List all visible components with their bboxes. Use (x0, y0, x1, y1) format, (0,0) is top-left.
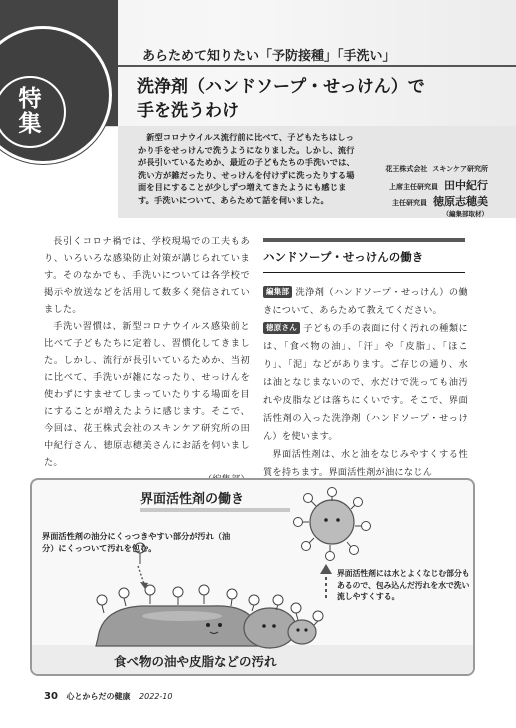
label-pointer-left (138, 566, 144, 584)
feature-label (0, 76, 66, 148)
article-title (137, 75, 507, 123)
dirt-ball (310, 500, 354, 544)
credit-person2 (392, 193, 488, 209)
answer-text: 子どもの手の表面に付く汚れの種類には、「食べ物の油」、「汗」や「皮脂」、「ほこり」、「泥」などがあります。ご存じの通り、水は油となじまないので、水だけで洗っても油汚れや皮脂などは落ちにくいです。そこで、界面活性剤の入った洗浄剤（ハンドソープ・せっけん）を使います。 (263, 323, 468, 442)
blob-eye (304, 628, 307, 631)
body-paragraph-3: 界面活性剤は、水と油をなじみやすくする性質を持ちます。界面活性剤が油になじん (263, 449, 468, 478)
credit-person1 (389, 177, 488, 193)
grease-blob-small (288, 620, 316, 644)
article-kicker: あらためて知りたい「予防接種」「手洗い」 (142, 49, 396, 64)
illustration-caption: 食べ物の油や皮脂などの汚れ (114, 654, 277, 669)
body-right-column (263, 284, 468, 482)
section-heading-bar (263, 238, 465, 242)
illustration-title-underline (140, 508, 290, 512)
blob-eye (296, 628, 299, 631)
interview-answer (263, 320, 468, 446)
credit-person1-name: 田中紀行 (444, 179, 488, 192)
credit-person2-title: 主任研究員 (392, 199, 427, 207)
body-left-column (44, 233, 250, 488)
lift-arrow-head (320, 564, 332, 574)
speaker-badge-editor: 編集部 (263, 286, 292, 298)
illustration-title: 界面活性剤の働き (140, 492, 245, 507)
credit-note: （編集部取材） (442, 210, 488, 218)
credit-lab: スキンケア研究所 (432, 165, 488, 173)
illustration-note-right: 界面活性剤には水とよくなじむ部分もあるので、包み込んだ汚れを水で洗い流しやすくする。 (337, 569, 470, 601)
speaker-badge-tokuhara: 徳原さん (263, 322, 300, 334)
blob-eye (272, 624, 276, 628)
blob-eye (218, 623, 222, 627)
credit-person2-name: 徳原志穂美 (433, 195, 488, 208)
magazine-name: 心とからだの健康 (66, 692, 131, 701)
section-heading: ハンドソープ・せっけんの働き (263, 249, 465, 273)
lead-text: 新型コロナウイルス流行前に比べて、子どもたちはしっかり手をせっけんで洗うようになりました。しかし、流行が長引いているためか、最近の子どもたちの手洗いでは、洗い方が雑だったり、せっけんを付けずに洗ったりする場面を目にすることが少しずつ増えてきたようにも感じます。手洗いについて、あらためて話を伺いました。 (138, 132, 355, 205)
body-paragraph-1: 長引くコロナ禍では、学校現場での工夫もあり、いろいろな感染防止対策が講じられています。そのなかでも、手洗いについては各学校で掲示や放送などを活用して数多く発信されていました。 (44, 236, 250, 315)
grease-highlight (142, 611, 222, 621)
credit-person1-title: 上席主任研究員 (389, 183, 438, 191)
credit-company: 花王株式会社 (385, 165, 428, 173)
body-paragraph-2: 手洗い習慣は、新型コロナウイルス感染前と比べて子どもたちに定着し、習慣化してきました。しかし、流行が長引いているためか、当初に比べて、手洗いが雑になったり、せっけんを使わずにすませてしまっていたりする場面を目にすることが増えたように感じます。そこで、今回は、花王株式会社のスキンケア研究所の田中紀行さん、徳原志穂美さんにお話を伺いました。 (44, 321, 250, 468)
kicker-rule (118, 65, 516, 67)
surfactant-illustration (30, 478, 475, 676)
question-text: 洗浄剤（ハンドソープ・せっけん）の働きについて、あらためて教えてください。 (263, 287, 468, 316)
feature-label-line1: 特 (18, 86, 42, 112)
title-line1: 洗浄剤（ハンドソープ・せっけん）で (137, 77, 425, 97)
feature-label-line2: 集 (18, 111, 42, 137)
page-footer (44, 691, 172, 702)
blob-eye (206, 623, 210, 627)
illustration-note-left: 界面活性剤の油分にくっつきやすい部分が汚れ（油分）にくっついて汚れを包む。 (42, 531, 231, 553)
title-line2: 手を洗うわけ (137, 101, 239, 121)
page-number: 30 (44, 691, 58, 702)
dirt-eye (336, 518, 340, 522)
credit-organization (385, 164, 488, 174)
issue-date: 2022-10 (139, 692, 173, 701)
dirt-eye (324, 518, 328, 522)
blob-eye (262, 624, 266, 628)
interview-question (263, 284, 468, 320)
